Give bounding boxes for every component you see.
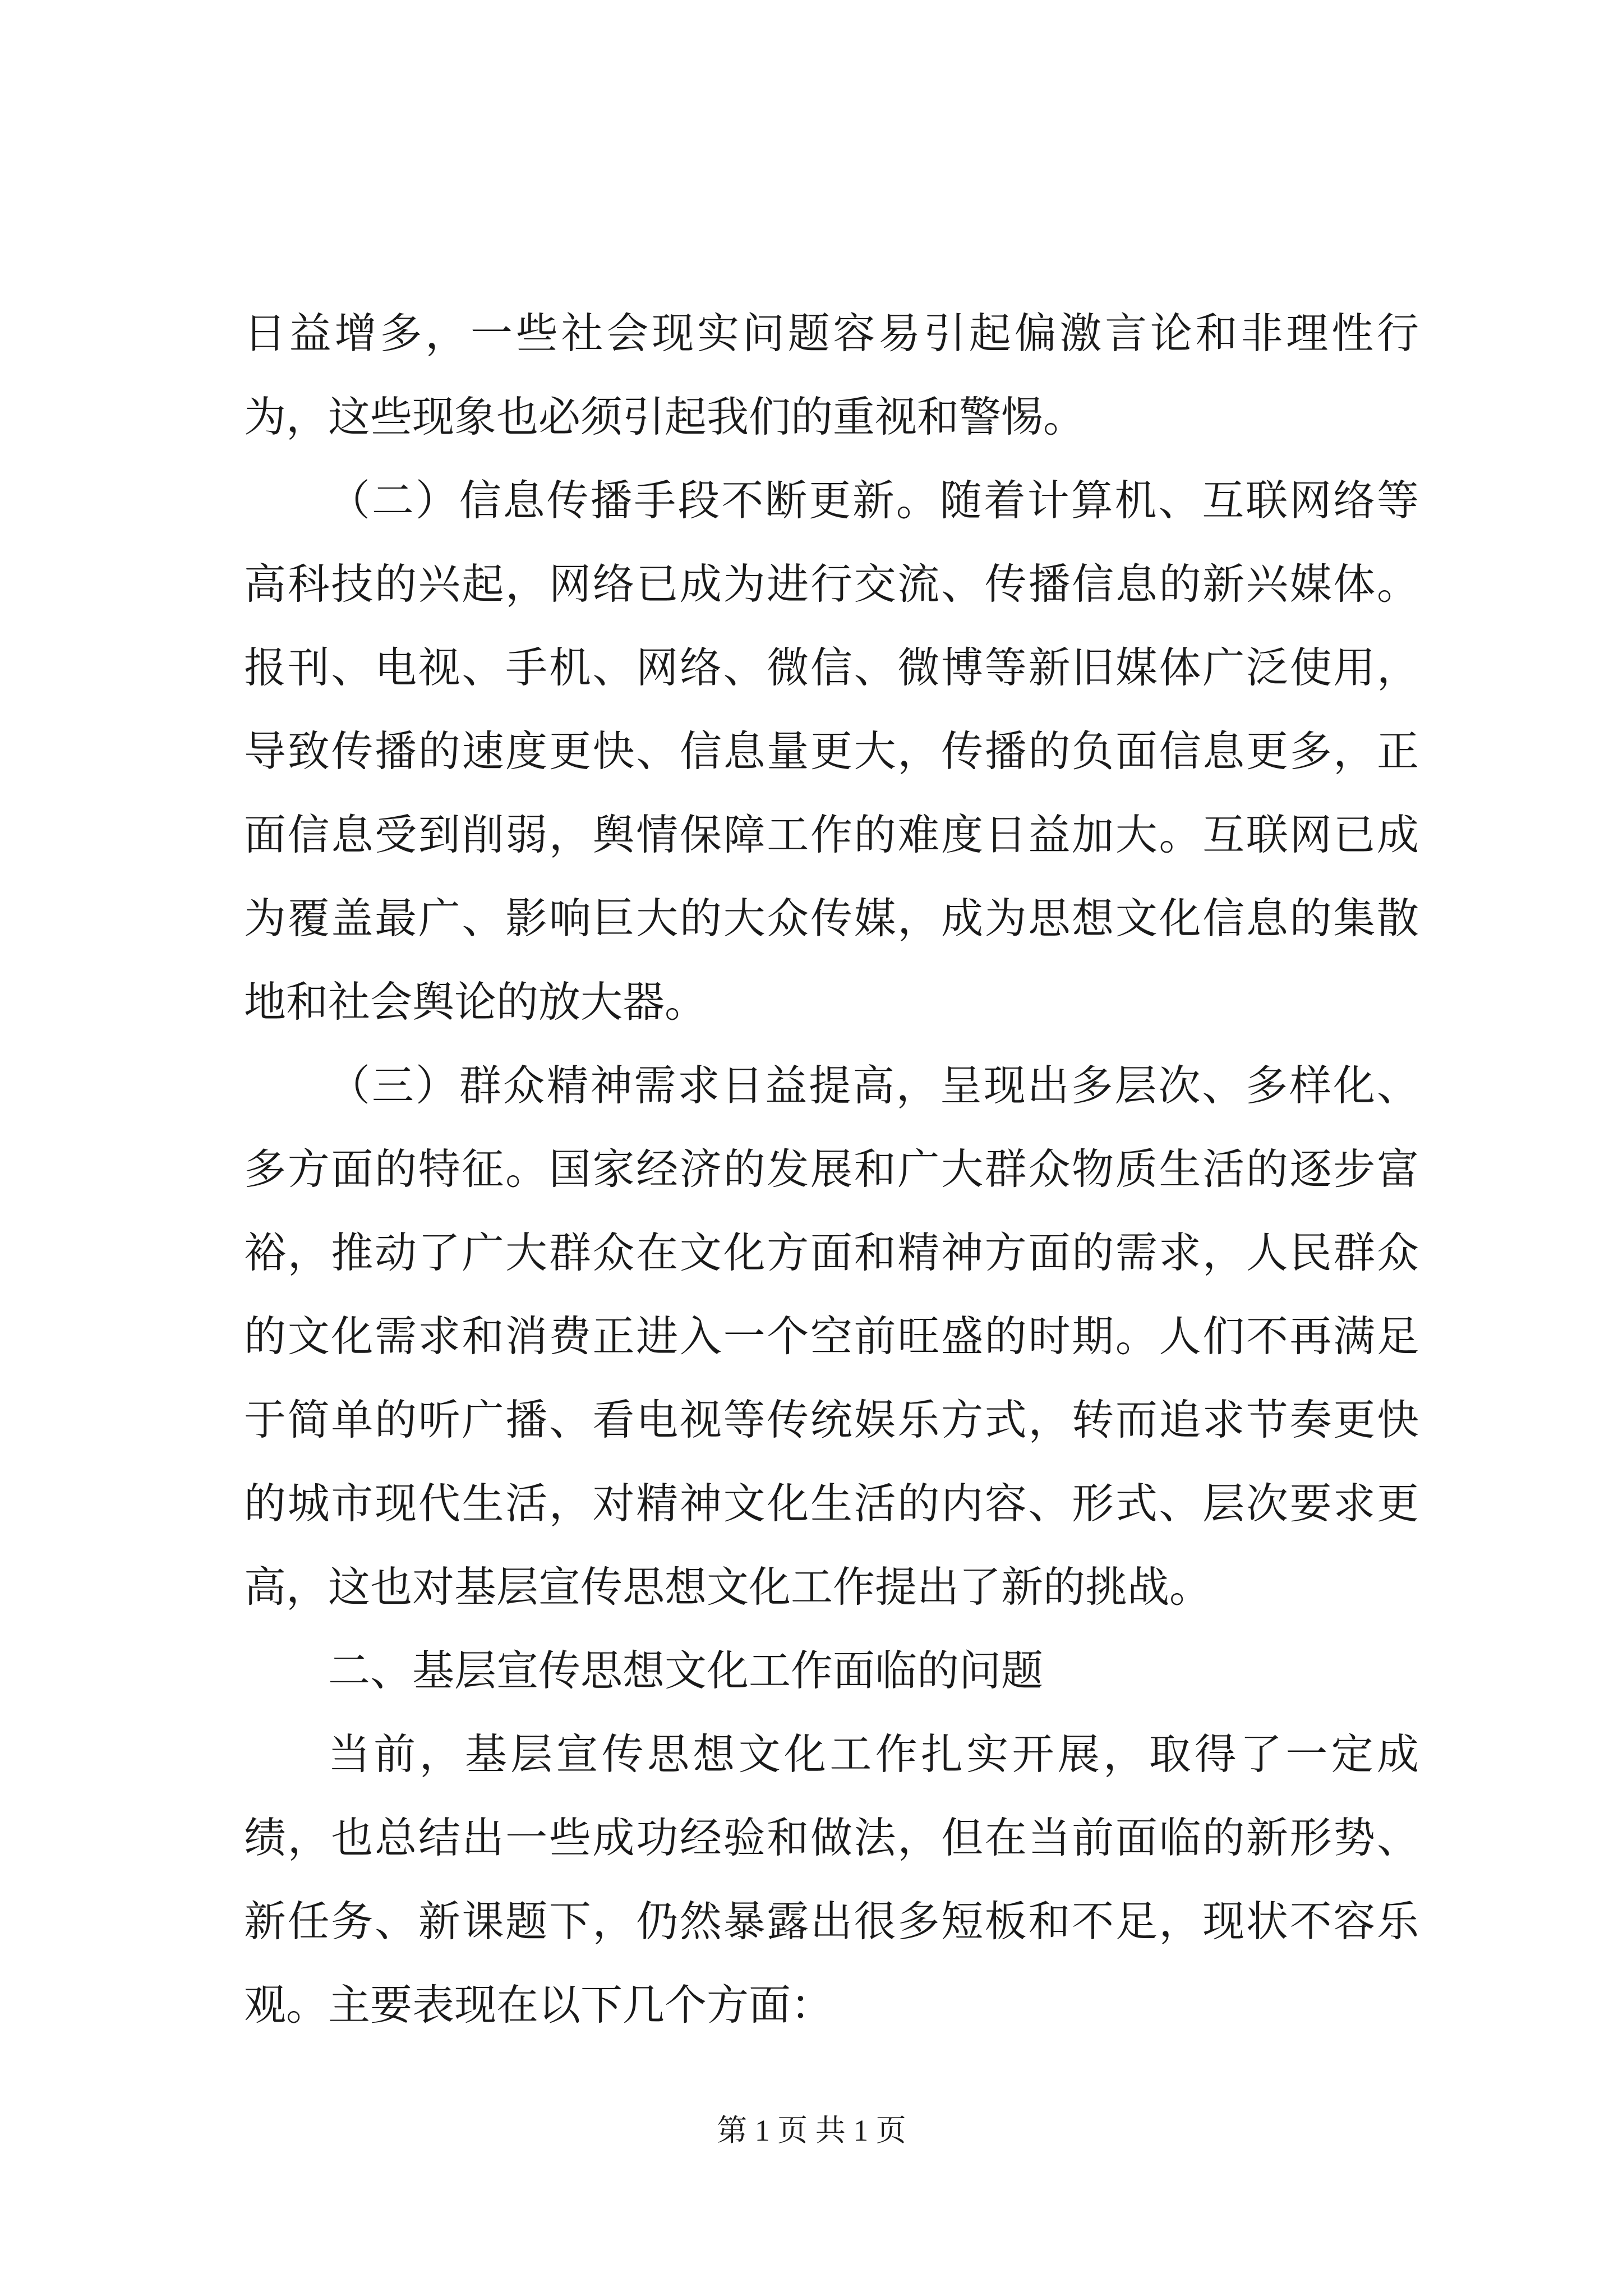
section-heading: 二、基层宣传思想文化工作面临的问题 [328,1646,1044,1695]
page-number-footer: 第 1 页 共 1 页 [717,2114,906,2147]
paragraph-spiritual-needs: （三）群众精神需求日益提高，呈现出多层次、多样化、多方面的特征。国家经济的发展和广大群众物质生活的逐步富裕，推动了广大群众在文化方面和精神方面的需求，人民群众的文化需求和消费正进入一个空前旺盛的时期。人们不再满足于简单的听广播、看电视等传统娱乐方式，转而追求节奏更快的城市现代生活，对精神文化生活的内容、形式、层次要求更高，这也对基层宣传思想文化工作提出了新的挑战。 [244,1061,1419,1612]
paragraph-information-dissemination: （二）信息传播手段不断更新。随着计算机、互联网络等高科技的兴起，网络已成为进行交流、传播信息的新兴媒体。报刊、电视、手机、网络、微信、微博等新旧媒体广泛使用，导致传播的速度更快、信息量更大，传播的负面信息更多，正面信息受到削弱，舆情保障工作的难度日益加大。互联网已成为覆盖最广、影响巨大的大众传媒，成为思想文化信息的集散地和社会舆论的放大器。 [244,476,1419,1027]
document-body [244,292,1419,2047]
paragraph-current-situation: 当前，基层宣传思想文化工作扎实开展，取得了一定成绩，也总结出一些成功经验和做法，但在当前面临的新形势、新任务、新课题下，仍然暴露出很多短板和不足，现状不容乐观。主要表现在以下几个方面： [244,1729,1419,2030]
paragraph-continuation: 日益增多，一些社会现实问题容易引起偏激言论和非理性行为，这些现象也必须引起我们的重视和警惕。 [244,309,1419,441]
